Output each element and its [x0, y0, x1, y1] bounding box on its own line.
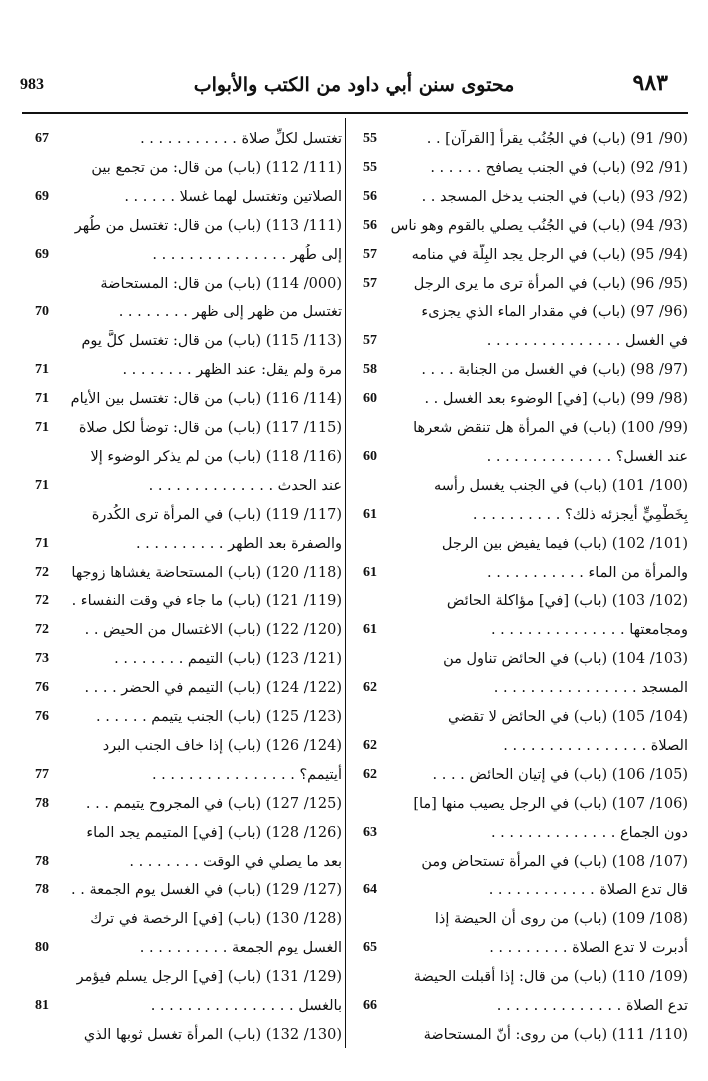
entry-page-number: 76 [35, 709, 49, 724]
toc-entry [22, 446, 342, 476]
entry-text: الصلاة . . . . . . . . . . . . . . . . [503, 737, 688, 754]
left-column [22, 128, 342, 1048]
toc-entry [22, 793, 342, 823]
toc-entry [22, 735, 342, 765]
page-header [0, 70, 708, 110]
toc-entry [350, 417, 688, 447]
entry-page-number: 70 [35, 304, 49, 320]
entry-text: (96/ 97) (باب) في مقدار الماء الذي يجزىء [421, 304, 688, 321]
entry-page-number: 78 [35, 795, 49, 811]
toc-entry [350, 851, 688, 881]
toc-entry [350, 244, 688, 274]
entry-text: (100/ 101) (باب) في الجنب يغسل رأسه [433, 477, 688, 494]
toc-entry [22, 706, 342, 736]
entry-page-number: 57 [363, 275, 377, 291]
entry-text: تدع الصلاة . . . . . . . . . . . . . . [496, 998, 688, 1014]
toc-entry [350, 879, 688, 909]
entry-text: والصفرة بعد الطهر . . . . . . . . . . [135, 535, 342, 552]
entry-text: (117/ 119) (باب) في المرأة ترى الكُدرة [91, 506, 342, 523]
entry-page-number: 78 [35, 882, 49, 898]
toc-entry [350, 995, 688, 1025]
right-column [350, 128, 688, 1048]
toc-entry [350, 677, 688, 707]
toc-entry [22, 648, 342, 678]
entry-text: قال تدع الصلاة . . . . . . . . . . . . [488, 882, 688, 899]
entry-page-number: 71 [35, 535, 49, 551]
toc-entry [22, 417, 342, 447]
entry-text: المسجد . . . . . . . . . . . . . . . . [493, 680, 688, 697]
entry-text: (113/ 115) (باب) من قال: تغتسل كلَّ يوم [81, 333, 342, 350]
entry-text: (125/ 127) (باب) في المجروح يتيمم . . . [85, 795, 342, 812]
toc-entry [22, 562, 342, 592]
entry-page-number: 61 [363, 564, 377, 580]
toc-entry [350, 446, 688, 476]
toc-entry [350, 793, 688, 823]
entry-text: الغسل يوم الجمعة . . . . . . . . . . [139, 940, 342, 957]
toc-entry [350, 764, 688, 794]
toc-entry [350, 128, 688, 158]
toc-entry [350, 215, 688, 245]
toc-entry [22, 764, 342, 794]
entry-text: (104/ 105) (باب) في الحائض لا تقضي [447, 709, 688, 725]
entry-text: تغتسل لكلِّ صلاة . . . . . . . . . . . [140, 131, 342, 147]
entry-page-number: 80 [35, 940, 49, 956]
entry-page-number: 71 [35, 477, 49, 493]
toc-entry [350, 908, 688, 938]
entry-text: (105/ 106) (باب) في إتيان الحائض . . . . [432, 766, 688, 783]
toc-entry [22, 388, 342, 418]
entry-text: (121/ 123) (باب) التيمم . . . . . . . . [114, 651, 342, 668]
page-title: محتوى سنن أبي داود من الكتب والأبواب [193, 74, 515, 96]
entry-page-number: 60 [363, 448, 377, 464]
entry-page-number: 69 [35, 188, 49, 204]
entry-text: (110/ 111) (باب) من روى: أنّ المستحاضة [423, 1026, 688, 1043]
entry-text: (111/ 112) (باب) من قال: من تجمع بين [91, 159, 342, 176]
toc-entry [22, 851, 342, 881]
entry-page-number: 69 [35, 246, 49, 262]
toc-entry [22, 995, 342, 1025]
entry-text: (114/ 116) (باب) من قال: تغتسل بين الأيام [70, 391, 342, 408]
entry-text: (126/ 128) (باب) [في] المتيمم يجد الماء [86, 824, 342, 841]
entry-text: دون الجماع . . . . . . . . . . . . . . [490, 824, 688, 841]
toc-entry [350, 735, 688, 765]
entry-text: في الغسل . . . . . . . . . . . . . . . [486, 333, 688, 350]
toc-entry [22, 475, 342, 505]
toc-entry [22, 244, 342, 274]
header-rule [22, 112, 688, 114]
toc-entry [22, 822, 342, 852]
toc-entry [22, 937, 342, 967]
entry-text: عند الحدث . . . . . . . . . . . . . . [148, 477, 342, 494]
toc-entry [22, 619, 342, 649]
entry-page-number: 57 [363, 246, 377, 262]
toc-entry [22, 157, 342, 187]
entry-page-number: 62 [363, 766, 377, 782]
entry-page-number: 71 [35, 420, 49, 435]
entry-text: (129/ 131) (باب) [في] الرجل يسلم فيؤمر [76, 969, 342, 986]
toc-entry [350, 1024, 688, 1054]
entry-page-number: 71 [35, 391, 49, 407]
toc-entry [22, 186, 342, 216]
toc-entry [22, 504, 342, 534]
entry-text: بعد ما يصلي في الوقت . . . . . . . . [129, 853, 342, 870]
entry-page-number: 78 [35, 853, 49, 869]
entry-text: (93/ 94) (باب) في الجُنُب يصلي بالقوم وهو ناس [390, 217, 688, 234]
entry-page-number: 77 [35, 766, 49, 782]
entry-page-number: 71 [35, 362, 49, 378]
entry-page-number: 66 [363, 998, 377, 1013]
entry-text: (95/ 96) (باب) في المرأة ترى ما يرى الرجل [413, 275, 688, 292]
entry-page-number: 73 [35, 651, 49, 667]
toc-entry [350, 273, 688, 303]
entry-text: أيتيمم؟ . . . . . . . . . . . . . . . . [151, 766, 342, 783]
entry-text: (101/ 102) (باب) فيما يفيض بين الرجل [441, 535, 688, 552]
toc-entry [22, 879, 342, 909]
entry-page-number: 72 [35, 564, 49, 580]
toc-entry [350, 475, 688, 505]
toc-entry [350, 186, 688, 216]
toc-entry [22, 330, 342, 360]
toc-entry [350, 330, 688, 360]
entry-text: (116/ 118) (باب) من لم يذكر الوضوء إلا [90, 448, 342, 465]
entry-text: (123/ 125) (باب) الجنب يتيمم . . . . . . [96, 709, 342, 725]
entry-text: (115/ 117) (باب) من قال: توضأ لكل صلاة [78, 420, 342, 436]
entry-text: أدبرت لا تدع الصلاة . . . . . . . . . [489, 940, 688, 957]
toc-entry [350, 157, 688, 187]
toc-entry [22, 908, 342, 938]
entry-text: (90/ 91) (باب) في الجُنُب يقرأ [القرآن] . . [426, 131, 688, 147]
toc-entry [350, 359, 688, 389]
toc-entry [22, 533, 342, 563]
entry-text: والمرأة من الماء . . . . . . . . . . . [487, 564, 688, 581]
toc-entry [22, 359, 342, 389]
entry-text: (120/ 122) (باب) الاغتسال من الحيض . . [84, 622, 342, 639]
entry-text: مرة ولم يقل: عند الظهر . . . . . . . . [122, 362, 342, 379]
entry-text: الصلاتين وتغتسل لهما غسلا . . . . . . [124, 188, 342, 205]
entry-page-number: 62 [363, 737, 377, 753]
page-number-arabic: ٩٨٣ [632, 70, 668, 96]
entry-text: (118/ 120) (باب) المستحاضة يغشاها زوجها [71, 564, 342, 581]
entry-text: (111/ 113) (باب) من قال: تغتسل من طُهر [74, 217, 342, 234]
toc-entry [350, 648, 688, 678]
toc-entry [350, 619, 688, 649]
entry-text: (108/ 109) (باب) من روى أن الحيضة إذا [434, 911, 688, 928]
toc-entry [22, 215, 342, 245]
toc-entry [350, 388, 688, 418]
toc-entry [22, 966, 342, 996]
entry-page-number: 63 [363, 824, 377, 840]
toc-entry [22, 677, 342, 707]
entry-text: (99/ 100) (باب) في المرأة هل تنقض شعرها [413, 420, 688, 436]
entry-text: بِخَطْمِيٍّ أيجزئه ذلك؟ . . . . . . . . . . [472, 506, 688, 523]
entry-text: (122/ 124) (باب) التيمم في الحضر . . . . [84, 680, 342, 697]
column-separator [345, 118, 346, 1048]
entry-text: بالغسل . . . . . . . . . . . . . . . . [150, 998, 342, 1014]
entry-text: (98/ 99) (باب) [في] الوضوء بعد الغسل . . [424, 391, 688, 408]
entry-text: (000/ 114) (باب) من قال: المستحاضة [100, 275, 342, 292]
entry-text: (109/ 110) (باب) من قال: إذا أقبلت الحيضة [413, 969, 688, 986]
toc-entry [350, 706, 688, 736]
entry-page-number: 81 [35, 998, 49, 1013]
page-number-latin: 983 [20, 76, 44, 93]
toc-entry [22, 590, 342, 620]
entry-text: (102/ 103) (باب) [في] مؤاكلة الحائض [446, 593, 688, 610]
entry-page-number: 61 [363, 506, 377, 522]
entry-text: (92/ 93) (باب) في الجنب يدخل المسجد . . [421, 188, 688, 205]
toc-entry [22, 1024, 342, 1054]
entry-page-number: 65 [363, 940, 377, 956]
entry-page-number: 72 [35, 593, 49, 609]
entry-text: ومجامعتها . . . . . . . . . . . . . . . [490, 622, 688, 639]
entry-text: (94/ 95) (باب) في الرجل يجد البِلَّة في منامه [411, 246, 688, 263]
toc-entry [350, 562, 688, 592]
toc-entry [350, 937, 688, 967]
entry-text: (130/ 132) (باب) المرأة تغسل ثوبها الذي [83, 1026, 342, 1043]
entry-page-number: 62 [363, 680, 377, 696]
entry-page-number: 56 [363, 217, 377, 233]
entry-page-number: 61 [363, 622, 377, 638]
entry-page-number: 58 [363, 362, 377, 378]
entry-page-number: 57 [363, 333, 377, 349]
entry-text: (124/ 126) (باب) إذا خاف الجنب البرد [102, 737, 342, 754]
entry-page-number: 55 [363, 131, 377, 146]
entry-text: (127/ 129) (باب) في الغسل يوم الجمعة . . [71, 882, 342, 899]
toc-entry [22, 301, 342, 331]
toc-entry [22, 273, 342, 303]
entry-page-number: 56 [363, 188, 377, 204]
entry-text: (91/ 92) (باب) في الجنب يصافح . . . . . . [430, 159, 688, 176]
entry-page-number: 72 [35, 622, 49, 638]
entry-text: عند الغسل؟ . . . . . . . . . . . . . . [486, 448, 688, 465]
entry-text: (119/ 121) (باب) ما جاء في وقت النفساء . [71, 593, 342, 610]
entry-page-number: 67 [35, 131, 49, 146]
toc-entry [350, 504, 688, 534]
toc-entry [350, 590, 688, 620]
toc-entry [350, 966, 688, 996]
entry-text: (128/ 130) (باب) [في] الرخصة في ترك [90, 911, 342, 928]
entry-page-number: 76 [35, 680, 49, 696]
toc-entry [350, 533, 688, 563]
toc-entry [22, 128, 342, 158]
entry-text: (97/ 98) (باب) في الغسل من الجنابة . . . . [421, 362, 688, 379]
entry-text: (107/ 108) (باب) في المرأة تستحاض ومن [421, 853, 688, 870]
entry-page-number: 55 [363, 159, 377, 175]
entry-text: (103/ 104) (باب) في الحائض تناول من [443, 651, 688, 668]
toc-entry [350, 301, 688, 331]
entry-text: تغتسل من ظهر إلى ظهر . . . . . . . . [118, 304, 342, 321]
entry-page-number: 60 [363, 391, 377, 407]
entry-page-number: 64 [363, 882, 377, 898]
entry-text: إلى طُهر . . . . . . . . . . . . . . . [152, 246, 342, 263]
toc-entry [350, 822, 688, 852]
entry-text: (106/ 107) (باب) في الرجل يصيب منها [ما] [413, 795, 688, 812]
